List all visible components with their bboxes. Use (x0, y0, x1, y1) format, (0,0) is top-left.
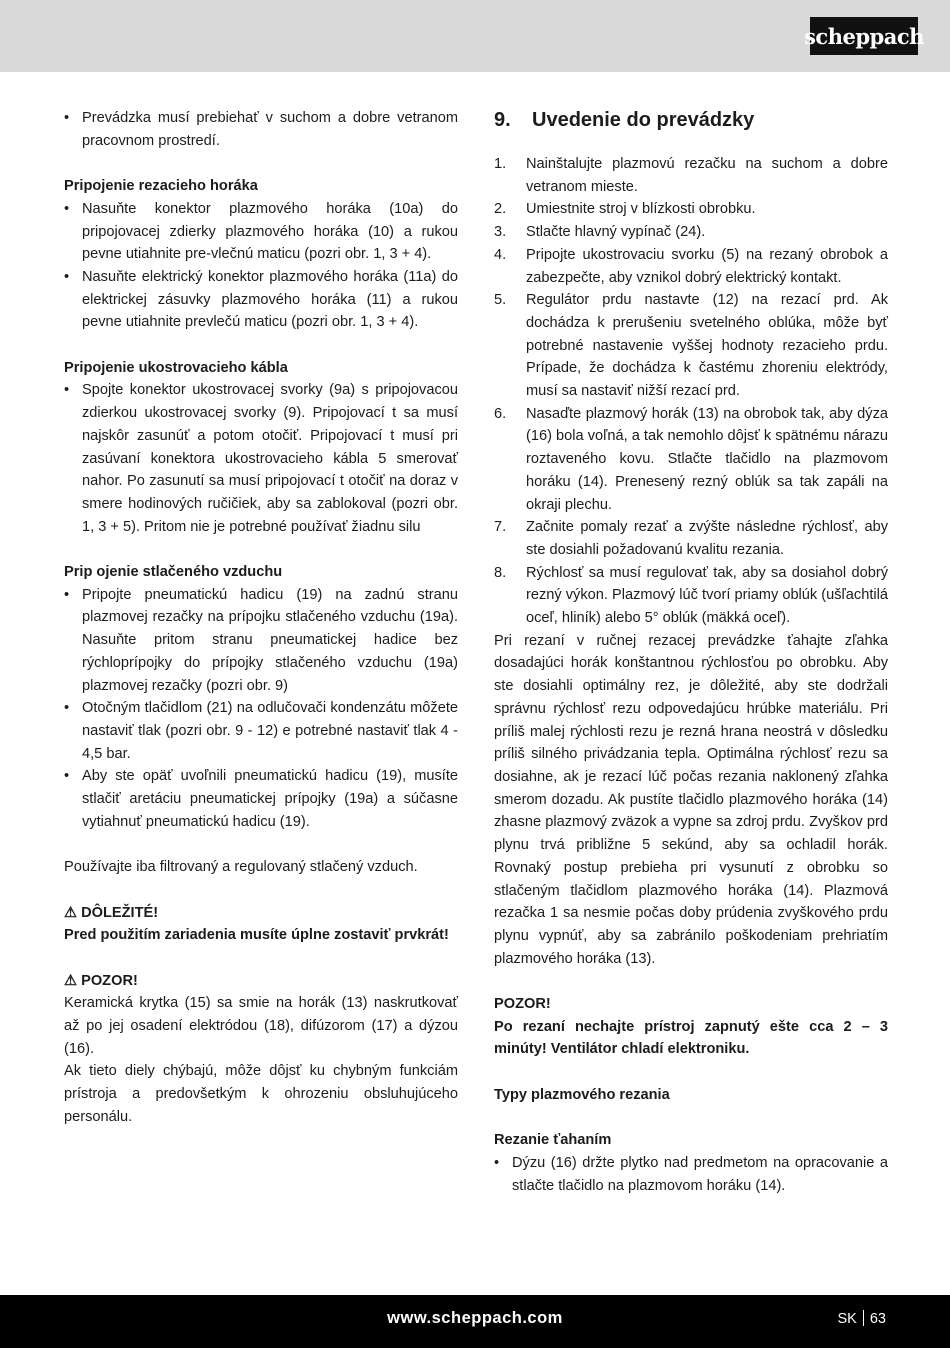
step-number: 3. (494, 224, 507, 241)
caution-label-row (64, 970, 458, 993)
ground-heading: Pripojenie ukostrovacieho kábla (64, 359, 288, 376)
drag-heading: Rezanie ťahaním (494, 1132, 612, 1149)
step-text: Rýchlosť sa musí regulovať tak, aby sa dosiahol dobrý rezný výkon. Plazmový lúč tvorí priamy oblúk (ušľachtilá oceľ, hliník) alebo 5° oblúk (mäkká oceľ). (526, 564, 888, 627)
step-text: Pripojte ukostrovaciu svorku (5) na rezaný obrobok a zabezpečte, aby vznikol dobrý elektrický kontakt. (526, 246, 888, 286)
language-code: SK (837, 1311, 857, 1327)
intro-list (64, 107, 458, 152)
step-number: 6. (494, 405, 507, 422)
list-item: • Nasuňte elektrický konektor plazmového horáka (11a) do elektrickej zásuvky plazmového horáka (11) a rukou pevne utiahnite prevlečú maticu (pozri obr. 1, 3 + 4). (64, 266, 458, 334)
scheppach-logo: scheppach (810, 17, 918, 55)
list-item (494, 198, 888, 221)
caution-label: POZOR! (81, 972, 138, 989)
step-text: Stlačte hlavný vypínač (24). (526, 224, 706, 241)
warning-triangle-icon: ⚠ (64, 972, 78, 989)
types-heading: Typy plazmového rezania (494, 1086, 670, 1103)
warning-triangle-icon: ⚠ (64, 904, 78, 921)
list-item (494, 289, 888, 403)
step-text: Umiestnite stroj v blízkosti obrobku. (526, 201, 756, 218)
torch-list (64, 198, 458, 334)
page-number: 63 (869, 1311, 886, 1327)
list-item (494, 562, 888, 630)
website-url: www.scheppach.com (387, 1309, 563, 1327)
step-text: Nainštalujte plazmovú rezačku na suchom a dobre vetranom mieste. (526, 156, 888, 195)
left-column (64, 107, 458, 1129)
important-text: Pred použitím zariadenia musíte úplne zostaviť prvkrát! (64, 927, 449, 944)
startup-steps (494, 153, 888, 630)
list-item: • Nasuňte konektor plazmového horáka (10a) do pripojovacej zdierky plazmového horáka (10) a rukou pevne utiahnite pre-vlečnú maticu (pozri obr. 1, 3 + 4). (64, 198, 458, 266)
page-footer (0, 1295, 950, 1348)
step-number: 5. (494, 292, 507, 309)
list-item: • Dýzu (16) držte plytko nad predmetom na opracovanie a stlačte tlačidlo na plazmovom horáku (14). (494, 1152, 888, 1197)
list-item (494, 244, 888, 289)
page-indicator (838, 1310, 886, 1327)
step-number: 8. (494, 564, 507, 581)
list-item (494, 403, 888, 517)
cutting-paragraph: Pri rezaní v ručnej rezacej prevádzke ťahajte zľahka dosadajúci horák konštantnou rýchlosťou po obrobku. Aby ste dosiahli optimálny rez, je dôležité, aby ste dodržali správnu rýchlosť rezu odpovedajúcu hrúbke materiálu. Pri príliš malej rýchlosti rezu je rezná hrana neostrá v dôsledku príliš silného privádzania tepla. Optimálna rýchlosť rezu sa dosiahne, ak je rezací lúč počas rezania naklonený zľahka smerom dozadu. Ak pustíte tlačidlo plazmového horáka (14) zhasne plazmový zväzok a vypne sa zdroj prdu. Zvyškov prd plynu trvá približne 5 sekúnd, aby sa ochladil horák. Rovnaký postup prebieha pri vysunutí z obrobku so stlačeným tlačidlom plazmového horáka (14). Plazmová rezačka 1 sa nesmie počas doby prúdenia zvyškového prdu plynu vypnúť, aby sa zabránilo poškodeniam prehriatím plazmového horáka (13). (494, 632, 888, 967)
step-number: 4. (494, 246, 507, 263)
section-heading (494, 107, 888, 133)
air-list (64, 584, 458, 834)
right-column (494, 107, 888, 1197)
section-title: Uvedenie do prevádzky (532, 109, 755, 131)
list-item: • Prevádzka musí prebiehať v suchom a dobre vetranom pracovnom prostredí. (64, 107, 458, 152)
list-item: • Spojte konektor ukostrovacej svorky (9a) s pripojovacou zdierkou ukostrovacej svorky (9). Pripojovací t sa musí najskôr zasunúť a potom otočiť. Pripojovací t musí pri zasúvaní konektora ukostrovacieho kábla 5 smerovať nahor. Po zasunutí sa musí pripojovací t otočiť na doraz v smere hodinových ručičiek, aby sa zablokoval (pozri obr. 1, 3 + 5). Pritom nie je potrebné používať žiadnu silu (64, 379, 458, 538)
step-text: Nasaďte plazmový horák (13) na obrobok tak, aby dýza (16) bola voľná, a tak nemohlo dôjsť k spätnému nárazu roztaveného kovu. Stlačte tlačidlo na plazmovom horáku (14). Prenesený rezný oblúk sa tak zapáli na okraji plechu. (526, 405, 888, 513)
caution-label: POZOR! (494, 996, 551, 1012)
filtered-air-note: Používajte iba filtrovaný a regulovaný stlačený vzduch. (64, 859, 418, 876)
section-number: 9. (494, 109, 511, 131)
drag-list (494, 1152, 888, 1197)
page-header (0, 0, 950, 72)
caution-text: Po rezaní nechajte prístroj zapnutý ešte cca 2 – 3 minúty! Ventilátor chladí elektroniku. (494, 1018, 888, 1058)
caution-text-2: Ak tieto diely chýbajú, môže dôjsť ku chybným funkciám prístroja a predovšetkým k ohrozeniu obsluhujúceho personálu. (64, 1063, 458, 1125)
step-number: 1. (494, 156, 507, 172)
caution-text-1: Keramická krytka (15) sa smie na horák (13) naskrutkovať až po jej osadení elektródou (18), difúzorom (17) a dýzou (16). (64, 995, 458, 1057)
important-label: DÔLEŽITÉ! (81, 904, 159, 921)
important-label-row (64, 902, 458, 925)
list-item: • Pripojte pneumatickú hadicu (19) na zadnú stranu plazmovej rezačky na prípojku stlačeného vzduchu (19a). Nasuňte pritom stranu pneumatickej hadice bez rýchloprípojky do prípojky stlačeného vzduchu (19a) plazmovej rezačky (pozri obr. 9) (64, 584, 458, 698)
list-item: • Otočným tlačidlom (21) na odlučovači kondenzátu môžete nastaviť tlak (pozri obr. 9 - 12) e potrebné nastaviť tlak 4 - 4,5 bar. (64, 697, 458, 765)
list-item (494, 516, 888, 561)
air-heading: Prip ojenie stlačeného vzduchu (64, 564, 283, 581)
list-item: • Aby ste opäť uvoľnili pneumatickú hadicu (19), musíte stlačiť aretáciu pneumatickej prípojky (19a) a súčasne vytiahnuť pneumatickú hadicu (19). (64, 765, 458, 833)
step-text: Začnite pomaly rezať a zvýšte následne rýchlosť, aby ste dosiahli požadovanú kvalitu rezania. (526, 519, 888, 558)
list-item (494, 221, 888, 244)
ground-list (64, 379, 458, 538)
list-item (494, 153, 888, 198)
step-number: 2. (494, 201, 507, 218)
step-number: 7. (494, 519, 507, 536)
step-text: Regulátor prdu nastavte (12) na rezací prd. Ak dochádza k prerušeniu svetelného oblúka, môže byť potrebné nastavenie vyššej hodnoty rezacieho prdu. Prípade, že dochádza k častému zhoreniu elektródy, musí sa nastaviť nižší rezací prd. (526, 292, 888, 400)
divider (863, 1310, 864, 1326)
torch-heading: Pripojenie rezacieho horáka (64, 178, 258, 195)
